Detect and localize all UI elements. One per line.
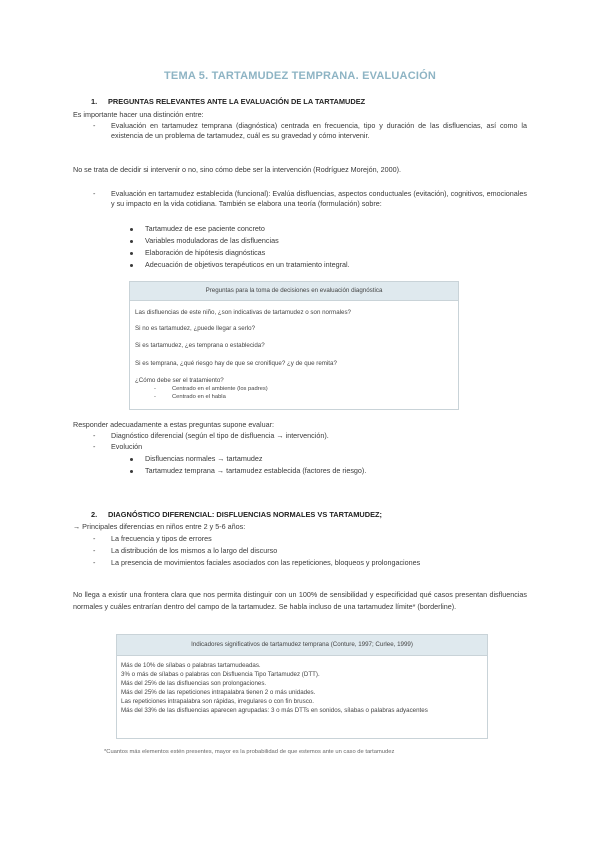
eval-item: Diagnóstico diferencial (según el tipo de disfluencia → intervención). xyxy=(111,431,329,440)
section-1-item-2: Evaluación en tartamudez establecida (funcional): Evalúa disfluencias, aspectos conductuales (evitación), cognitivos, emocionales y su impacto en la vida cotidiana. También se elabora una teoría (formulación) sobre: xyxy=(111,189,527,208)
indicators-box xyxy=(116,634,488,739)
box-header: Preguntas para la toma de decisiones en evaluación diagnóstica xyxy=(130,282,458,301)
box-header: Indicadores significativos de tartamudez temprana (Conture, 1997; Curlee, 1999) xyxy=(117,635,487,656)
bullet-dot xyxy=(130,228,133,231)
indicator-line: 3% o más de sílabas o palabras con Disfluencia Tipo Tartamudez (DTT). xyxy=(121,671,320,678)
box-question: Si no es tartamudez, ¿puede llegar a serlo? xyxy=(135,325,256,332)
bullet-dot xyxy=(130,240,133,243)
bullet-dot xyxy=(130,458,133,461)
decision-questions-box xyxy=(129,281,459,410)
box-question: Si es temprana, ¿qué riesgo hay de que se cronifique? ¿y de que remita? xyxy=(135,360,337,367)
list-item: Elaboración de hipótesis diagnósticas xyxy=(145,248,266,257)
bullet-dot xyxy=(130,252,133,255)
box-question: ¿Cómo debe ser el tratamiento? xyxy=(135,377,224,384)
indicator-line: Más del 25% de las disfluencias son prolongaciones. xyxy=(121,680,267,687)
list-item: Tartamudez temprana → tartamudez establecida (factores de riesgo). xyxy=(145,466,367,475)
section-1-intro: Es importante hacer una distinción entre: xyxy=(73,110,204,119)
section-2-intro: → Principales diferencias en niños entre 2 y 5-6 años: xyxy=(73,522,246,531)
box-subitem: Centrado en el habla xyxy=(172,394,226,400)
dash-bullet: - xyxy=(93,189,96,198)
bullet-dot xyxy=(130,470,133,473)
section-2-paragraph: No llega a existir una frontera clara que nos permita distinguir con un 100% de sensibilidad y especificidad qué casos presentan disfluencias normales y cuáles entrarían dentro del campo de la tartamudez. Se habla incluso de una tartamudez límite* (borderline). xyxy=(73,590,527,611)
list-item: La frecuencia y tipos de errores xyxy=(111,534,212,543)
footnote: *Cuantos más elementos estén presentes, mayor es la probabilidad de que estemos ante un caso de tartamudez xyxy=(104,749,395,755)
list-item: Tartamudez de ese paciente concreto xyxy=(145,224,265,233)
section-1-number: 1. xyxy=(91,97,98,106)
box-question: Las disfluencias de este niño, ¿son indicativas de tartamudez o son normales? xyxy=(135,309,351,316)
dash-bullet: - xyxy=(93,121,96,130)
section-2-number: 2. xyxy=(91,510,98,519)
section-2-heading: DIAGNÓSTICO DIFERENCIAL: DISFLUENCIAS NORMALES VS TARTAMUDEZ; xyxy=(108,510,382,519)
bullet-dot xyxy=(130,264,133,267)
dash-bullet: - xyxy=(93,431,96,440)
indicator-line: Más del 33% de las disfluencias aparecen agrupadas: 3 o más DTTs en sonidos, sílabas o palabras adyacentes xyxy=(121,707,428,714)
dash-bullet: - xyxy=(154,386,156,392)
box-question: Si es tartamudez, ¿es temprana o establecida? xyxy=(135,342,265,349)
box-subitem: Centrado en el ambiente (los padres) xyxy=(172,386,268,392)
dash-bullet: - xyxy=(93,534,96,543)
list-item: La distribución de los mismos a lo largo del discurso xyxy=(111,546,278,555)
indicator-line: Las repeticiones intrapalabra son rápidas, irregulares o con fin brusco. xyxy=(121,698,314,705)
list-item: Disfluencias normales → tartamudez xyxy=(145,454,263,463)
dash-bullet: - xyxy=(93,442,96,451)
list-item: Adecuación de objetivos terapéuticos en un tratamiento integral. xyxy=(145,260,350,269)
list-item: Variables moduladoras de las disfluencias xyxy=(145,236,279,245)
section-1-item-1: Evaluación en tartamudez temprana (diagnóstica) centrada en frecuencia, tipo y duración de las disfluencias, así como la existencia de un problema de tartamudez, cuál es su gravedad y cómo intervenir. xyxy=(111,121,527,140)
indicator-line: Más de 10% de sílabas o palabras tartamudeadas. xyxy=(121,662,261,669)
respond-text: Responder adecuadamente a estas preguntas supone evaluar: xyxy=(73,420,274,429)
section-1-heading: PREGUNTAS RELEVANTES ANTE LA EVALUACIÓN DE LA TARTAMUDEZ xyxy=(108,97,366,106)
section-1-note: No se trata de decidir si intervenir o no, sino cómo debe ser la intervención (Rodríguez Morejón, 2000). xyxy=(73,165,401,174)
dash-bullet: - xyxy=(93,558,96,567)
list-item: La presencia de movimientos faciales asociados con las repeticiones, bloqueos y prolongaciones xyxy=(111,558,421,567)
dash-bullet: - xyxy=(93,546,96,555)
eval-item: Evolución xyxy=(111,442,143,451)
indicator-line: Más del 25% de las repeticiones intrapalabra tienen 2 o más unidades. xyxy=(121,689,316,696)
page-title: TEMA 5. TARTAMUDEZ TEMPRANA. EVALUACIÓN xyxy=(164,70,436,82)
dash-bullet: - xyxy=(154,394,156,400)
